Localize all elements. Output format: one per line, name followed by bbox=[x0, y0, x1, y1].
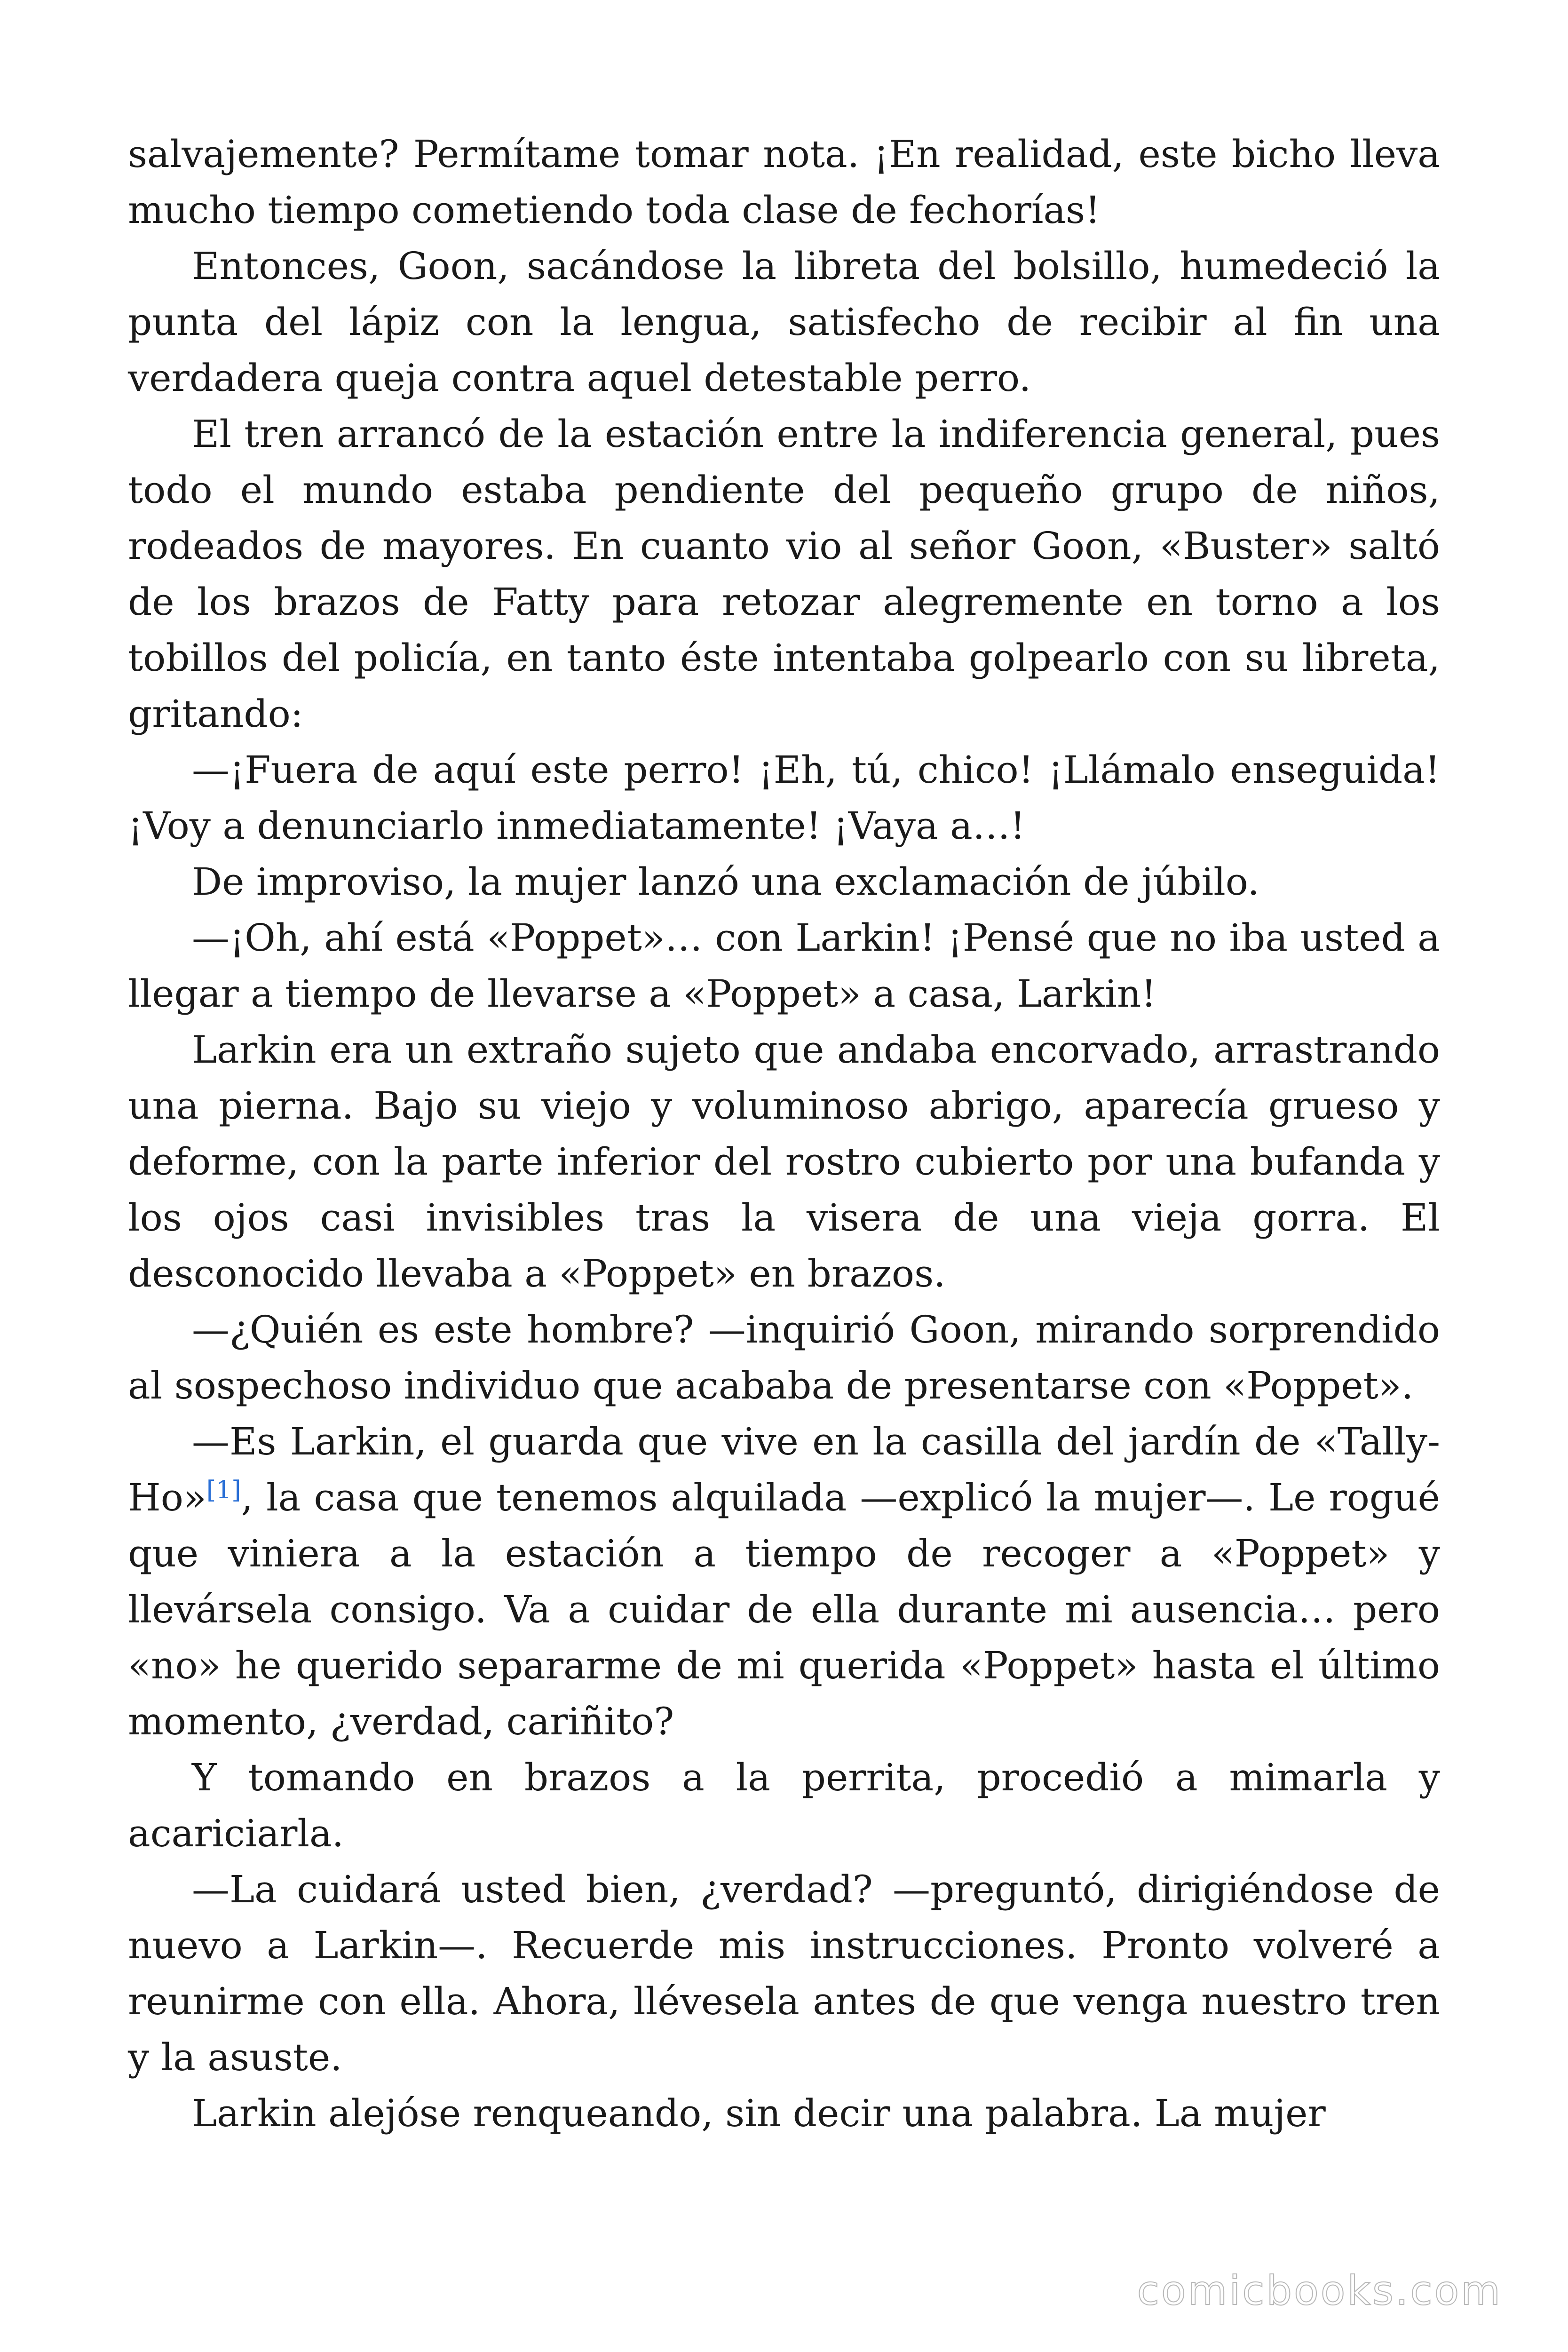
book-page-body bbox=[128, 126, 1440, 2141]
paragraph-10: Y tomando en brazos a la perrita, procedió a mimarla y acariciarla. bbox=[128, 1756, 1440, 1855]
paragraph-8: —¿Quién es este hombre? —inquirió Goon, mirando sorprendido al sospechoso individuo que acababa de presentarse con «Poppet». bbox=[128, 1308, 1440, 1407]
paragraph-4: —¡Fuera de aquí este perro! ¡Eh, tú, chico! ¡Llámalo enseguida! ¡Voy a denunciarlo inmediatamente! ¡Vaya a…! bbox=[128, 748, 1440, 848]
paragraph-1: salvajemente? Permítame tomar nota. ¡En realidad, este bicho lleva mucho tiempo cometiendo toda clase de fechorías! bbox=[128, 132, 1440, 232]
paragraph-2: Entonces, Goon, sacándose la libreta del bolsillo, humedeció la punta del lápiz con la lengua, satisfecho de recibir al fin una verdadera queja contra aquel detestable perro. bbox=[128, 244, 1440, 400]
paragraph-7: Larkin era un extraño sujeto que andaba encorvado, arrastrando una pierna. Bajo su viejo y voluminoso abrigo, aparecía grueso y deforme, con la parte inferior del rostro cubierto por una bufanda y los ojos casi invisibles tras la visera de una vieja gorra. El desconocido llevaba a «Poppet» en brazos. bbox=[128, 1028, 1440, 1295]
watermark: comicbooks.com bbox=[1137, 2267, 1502, 2314]
paragraph-5: De improviso, la mujer lanzó una exclamación de júbilo. bbox=[192, 860, 1259, 904]
paragraph-11: —La cuidará usted bien, ¿verdad? —preguntó, dirigiéndose de nuevo a Larkin—. Recuerde mis instrucciones. Pronto volveré a reunirme con ella. Ahora, llévesela antes de que venga nuestro tren y la asuste. bbox=[128, 1867, 1440, 2079]
footnote-link-1[interactable]: [1] bbox=[206, 1476, 241, 1504]
paragraph-3: El tren arrancó de la estación entre la indiferencia general, pues todo el mundo estaba pendiente del pequeño grupo de niños, rodeados de mayores. En cuanto vio al señor Goon, «Buster» saltó de los brazos de Fatty para retozar alegremente en torno a los tobillos del policía, en tanto éste intentaba golpearlo con su libreta, gritando: bbox=[128, 412, 1440, 736]
paragraph-9 bbox=[128, 1414, 1440, 1749]
paragraph-12: Larkin alejóse renqueando, sin decir una palabra. La mujer bbox=[192, 2091, 1326, 2135]
paragraph-9-text-before: —Es Larkin, el guarda que vive en la casilla del jardín de «Tally-Ho» bbox=[128, 1420, 1440, 1519]
paragraph-6: —¡Oh, ahí está «Poppet»… con Larkin! ¡Pensé que no iba usted a llegar a tiempo de llevarse a «Poppet» a casa, Larkin! bbox=[128, 916, 1440, 1016]
paragraph-9-text-after: , la casa que tenemos alquilada —explicó la mujer—. Le rogué que viniera a la estación a tiempo de recoger a «Poppet» y llevársela consigo. Va a cuidar de ella durante mi ausencia… pero «no» he querido separarme de mi querida «Poppet» hasta el último momento, ¿verdad, cariñito? bbox=[128, 1476, 1440, 1743]
